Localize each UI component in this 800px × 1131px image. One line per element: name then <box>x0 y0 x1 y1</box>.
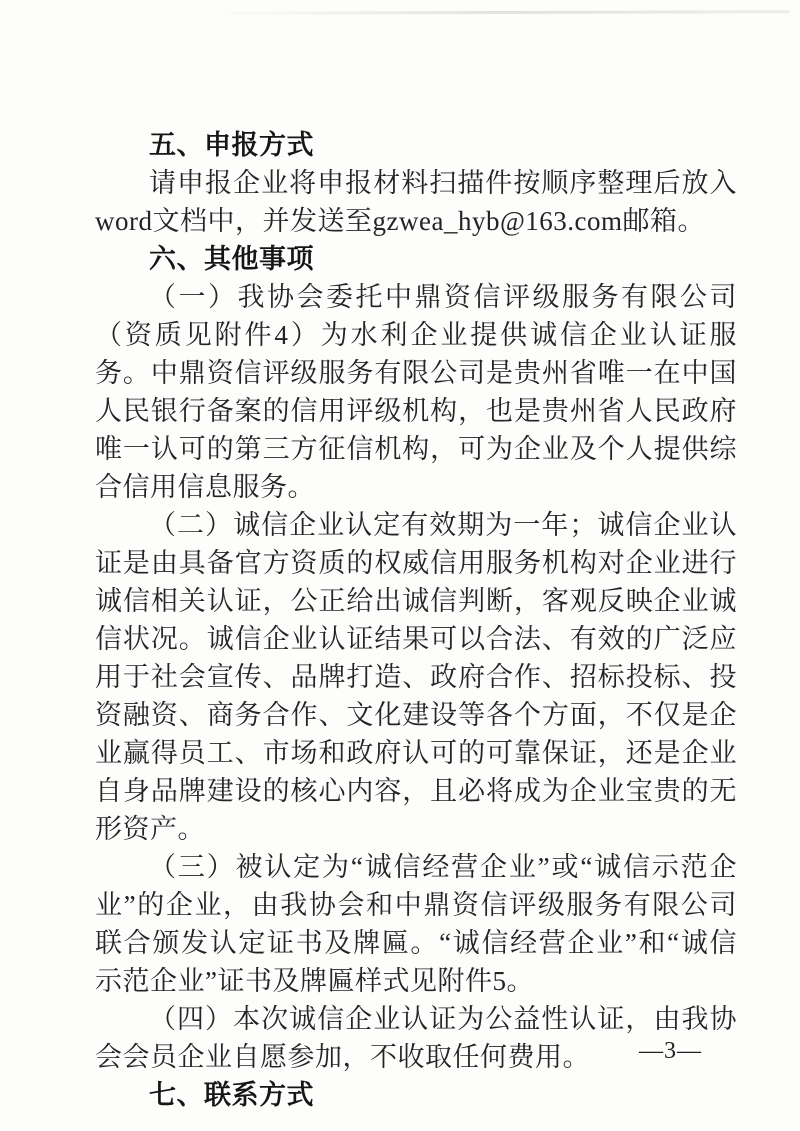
paragraph-application-method: 请申报企业将申报材料扫描件按顺序整理后放入word文档中，并发送至gzwea_hyb@163.com邮箱。 <box>95 168 737 236</box>
paragraph-other-matters-3: （三）被认定为“诚信经营企业”或“诚信示范企业”的企业，由我协会和中鼎资信评级服务有限公司联合颁发认定证书及牌匾。“诚信经营企业”和“诚信示范企业”证书及牌匾样式见附件5。 <box>95 852 737 996</box>
section-heading-other-matters: 六、其他事项 <box>149 244 314 274</box>
section-heading-contact-info: 七、联系方式 <box>149 1080 314 1110</box>
paragraph-other-matters-2: （二）诚信企业认定有效期为一年；诚信企业认证是由具备官方资质的权威信用服务机构对企业进行诚信相关认证，公正给出诚信判断，客观反映企业诚信状况。诚信企业认证结果可以合法、有效的广泛应用于社会宣传、品牌打造、政府合作、招标投标、投资融资、商务合作、文化建设等各个方面，不仅是企业赢得员工、市场和政府认可的可靠保证，还是企业自身品牌建设的核心内容，且必将成为企业宝贵的无形资产。 <box>95 510 737 844</box>
document-content <box>95 126 737 1114</box>
paragraph-other-matters-1: （一）我协会委托中鼎资信评级服务有限公司（资质见附件4）为水利企业提供诚信企业认证服务。中鼎资信评级服务有限公司是贵州省唯一在中国人民银行备案的信用评级机构，也是贵州省人民政府唯一认可的第三方征信机构，可为企业及个人提供综合信用信息服务。 <box>95 282 737 502</box>
paragraph-other-matters-4: （四）本次诚信企业认证为公益性认证，由我协会会员企业自愿参加，不收取任何费用。 <box>95 1004 737 1072</box>
scan-artifact-line <box>205 10 790 15</box>
section-heading-application-method: 五、申报方式 <box>149 130 314 160</box>
page-number: —3— <box>639 1038 702 1064</box>
